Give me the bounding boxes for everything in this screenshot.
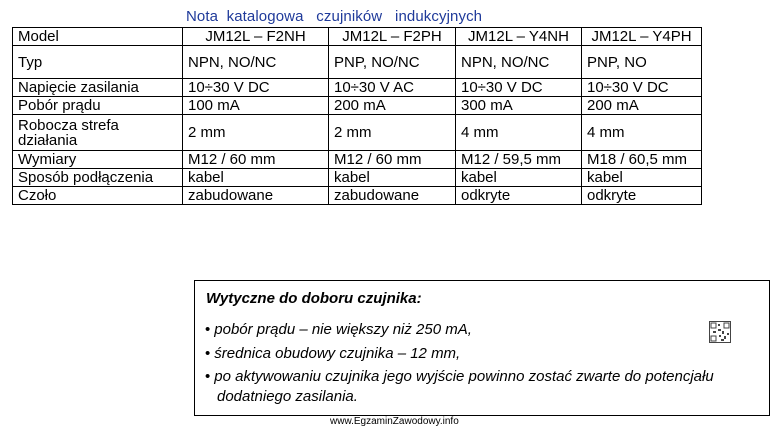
bullet-icon: • (205, 368, 211, 385)
table-cell: 4 mm (582, 115, 702, 151)
row-header: Pobór prądu (13, 97, 183, 115)
footer-url: www.EgzaminZawodowy.info (330, 416, 459, 427)
table-row (13, 79, 702, 97)
table-cell: kabel (329, 169, 456, 187)
table-cell: 2 mm (329, 115, 456, 151)
guidelines-box (194, 280, 770, 416)
table-cell: JM12L – Y4PH (582, 28, 702, 46)
table-cell: odkryte (456, 187, 582, 205)
table-cell: odkryte (582, 187, 702, 205)
guideline-text: średnica obudowy czujnika – 12 mm, (214, 345, 461, 362)
table-cell: 10÷30 V DC (183, 79, 329, 97)
guideline-text: po aktywowaniu czujnika jego wyjście powinno zostać zwarte do potencjału (214, 368, 714, 385)
page-title: Nota katalogowa czujników indukcyjnych (186, 8, 483, 25)
qr-code-icon (709, 321, 731, 343)
table-row (13, 115, 702, 151)
table-row (13, 187, 702, 205)
row-header: Sposób podłączenia (13, 169, 183, 187)
row-header: Model (13, 28, 183, 46)
table-row (13, 169, 702, 187)
table-cell: PNP, NO (582, 46, 702, 79)
table-cell: 100 mA (183, 97, 329, 115)
table-row (13, 46, 702, 79)
table-cell: JM12L – F2NH (183, 28, 329, 46)
row-header: Napięcie zasilania (13, 79, 183, 97)
table-cell: M12 / 60 mm (329, 151, 456, 169)
table-cell: M12 / 60 mm (183, 151, 329, 169)
guideline-text: pobór prądu – nie większy niż 250 mA, (214, 321, 472, 338)
table-cell: 2 mm (183, 115, 329, 151)
table-cell: 10÷30 V DC (582, 79, 702, 97)
row-header: Robocza strefa działania (13, 115, 183, 151)
table-cell: 4 mm (456, 115, 582, 151)
table-cell: zabudowane (183, 187, 329, 205)
table-cell: zabudowane (329, 187, 456, 205)
guideline-continuation: dodatniego zasilania. (217, 388, 358, 405)
guideline-item (205, 321, 472, 338)
table-row (13, 97, 702, 115)
table-cell: kabel (183, 169, 329, 187)
table-cell: 10÷30 V DC (456, 79, 582, 97)
bullet-icon: • (205, 345, 211, 362)
table-cell: kabel (456, 169, 582, 187)
table-cell: 10÷30 V AC (329, 79, 456, 97)
table-cell: NPN, NO/NC (183, 46, 329, 79)
table-cell: kabel (582, 169, 702, 187)
bullet-icon: • (205, 321, 211, 338)
table-cell: JM12L – Y4NH (456, 28, 582, 46)
table-row (13, 28, 702, 46)
row-header: Typ (13, 46, 183, 79)
table-cell: 300 mA (456, 97, 582, 115)
table-cell: 200 mA (582, 97, 702, 115)
row-header: Wymiary (13, 151, 183, 169)
guideline-item (205, 368, 714, 385)
table-cell: PNP, NO/NC (329, 46, 456, 79)
table-cell: NPN, NO/NC (456, 46, 582, 79)
guidelines-heading: Wytyczne do doboru czujnika: (206, 290, 422, 307)
table-cell: M12 / 59,5 mm (456, 151, 582, 169)
row-header: Czoło (13, 187, 183, 205)
table-cell: 200 mA (329, 97, 456, 115)
table-cell: M18 / 60,5 mm (582, 151, 702, 169)
guideline-item (205, 345, 460, 362)
table-cell: JM12L – F2PH (329, 28, 456, 46)
table-row (13, 151, 702, 169)
catalog-table (12, 27, 702, 205)
